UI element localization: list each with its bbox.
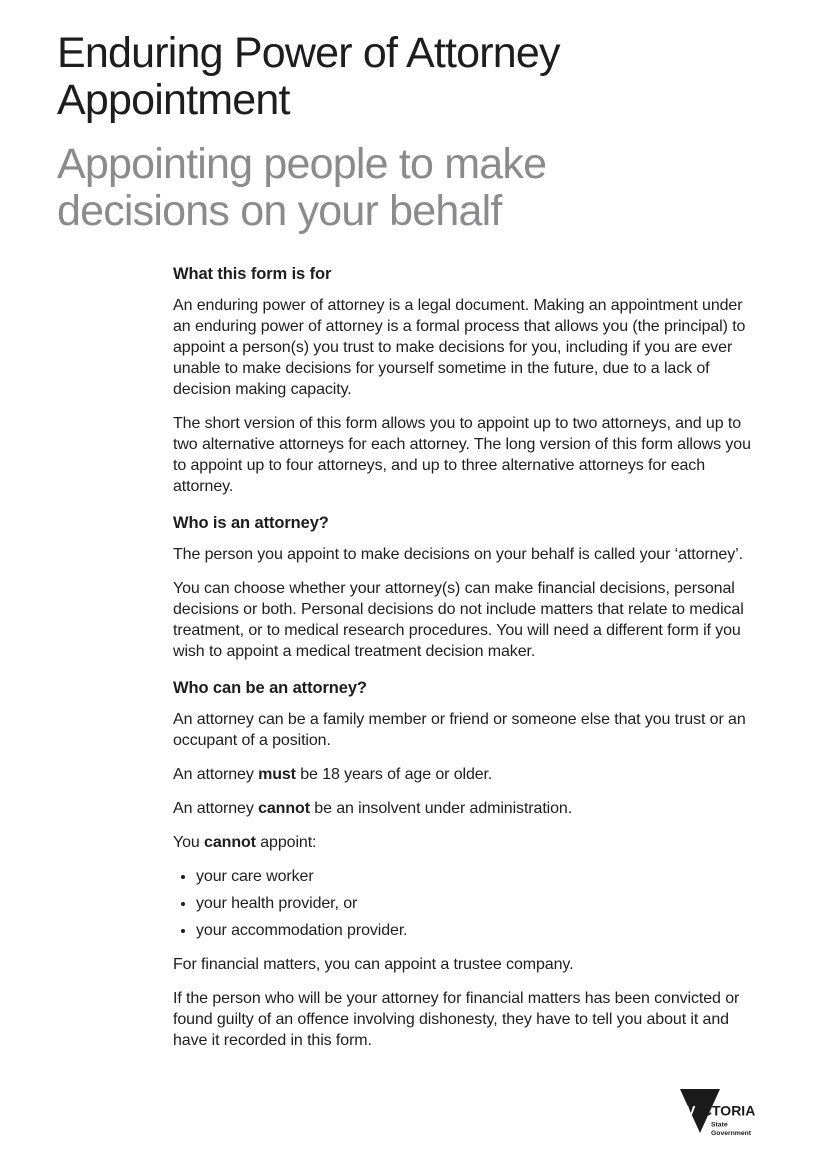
paragraph-text: You bbox=[173, 834, 205, 851]
paragraph: The short version of this form allows you to appoint up to two attorneys, and up to two alternative attorneys for each attorney. The long version of this form allows you to appoint up to four attorneys, and up to three alternative attorneys for each attorney. bbox=[173, 415, 751, 495]
document-content bbox=[173, 264, 763, 1064]
paragraph-text: An attorney bbox=[173, 766, 259, 783]
section-heading: What this form is for bbox=[173, 265, 332, 283]
list-item: • your accommodation provider. bbox=[196, 920, 763, 941]
title-line-1: Enduring Power of Attorney bbox=[57, 29, 560, 77]
paragraph-cannot-rule bbox=[173, 798, 763, 819]
title-line-2: Appointment bbox=[57, 76, 290, 124]
paragraph-cannot-appoint-intro bbox=[173, 832, 763, 853]
victoria-state-government-logo bbox=[678, 1086, 758, 1140]
paragraph-text: An attorney bbox=[173, 800, 259, 817]
logo-victoria-text: ICTORIA bbox=[698, 1102, 756, 1119]
document-subtitle bbox=[57, 141, 546, 235]
subtitle-line-1: Appointing people to make bbox=[57, 140, 547, 188]
paragraph: You can choose whether your attorney(s) can make financial decisions, personal decisions or both. Personal decisions do not include matters that relate to medical treatment, or to medical research procedures. You will need a different form if you wish to appoint a medical treatment decision maker. bbox=[173, 580, 744, 660]
paragraph: An enduring power of attorney is a legal document. Making an appointment under an enduring power of attorney is a formal process that allows you (the principal) to appoint a person(s) you trust to make decisions for you, including if you are ever unable to make decisions for yourself sometime in the future, due to a lack of decision making capacity. bbox=[173, 297, 746, 398]
logo-state-text: State bbox=[711, 1121, 728, 1129]
bold-emphasis: must bbox=[258, 766, 296, 783]
paragraph-must-rule bbox=[173, 764, 763, 785]
bold-emphasis: cannot bbox=[204, 834, 256, 851]
paragraph-text: be an insolvent under administration. bbox=[309, 800, 573, 817]
list-item: • your care worker bbox=[196, 866, 763, 887]
victoria-logo-graphic bbox=[678, 1086, 758, 1140]
paragraph: If the person who will be your attorney for financial matters has been convicted or found guilty of an offence involving dishonesty, they have to tell you about it and have it recorded in this form. bbox=[173, 990, 740, 1049]
bold-emphasis: cannot bbox=[258, 800, 310, 817]
section-heading: Who is an attorney? bbox=[173, 514, 329, 532]
cannot-appoint-list bbox=[173, 866, 763, 941]
section-heading: Who can be an attorney? bbox=[173, 679, 367, 697]
list-item: • your health provider, or bbox=[196, 893, 763, 914]
paragraph: The person you appoint to make decisions on your behalf is called your ‘attorney’. bbox=[173, 546, 743, 563]
paragraph-text: appoint: bbox=[255, 834, 317, 851]
logo-government-text: Government bbox=[711, 1130, 752, 1137]
logo-victoria-v: V bbox=[686, 1102, 696, 1119]
paragraph: An attorney can be a family member or friend or someone else that you trust or an occupant of a position. bbox=[173, 711, 746, 749]
subtitle-line-2: decisions on your behalf bbox=[57, 187, 502, 235]
document-title bbox=[57, 30, 560, 124]
paragraph-text: be 18 years of age or older. bbox=[295, 766, 493, 783]
paragraph: For financial matters, you can appoint a trustee company. bbox=[173, 956, 574, 973]
